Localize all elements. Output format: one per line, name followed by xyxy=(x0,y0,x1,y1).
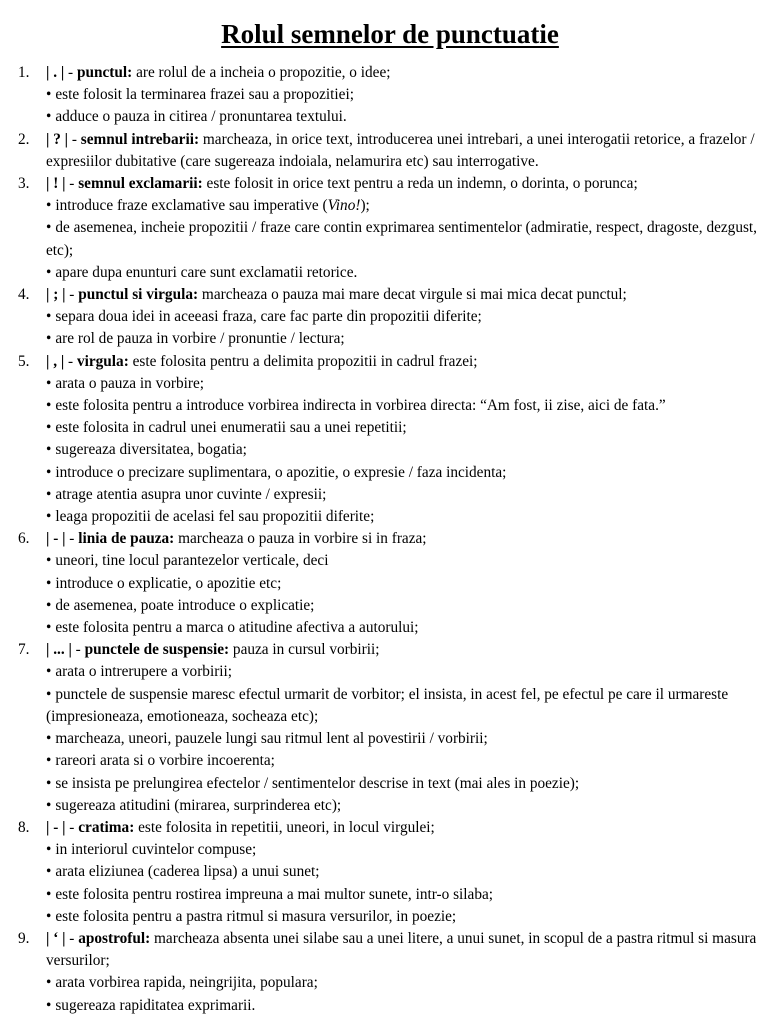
bullet-text: uneori, tine locul parantezelor verticale, deci xyxy=(55,552,329,570)
bullet-text: atrage atentia asupra unor cuvinte / expresii; xyxy=(55,485,327,503)
bullet-point xyxy=(18,773,762,795)
punctuation-symbol: | - | xyxy=(46,530,66,548)
bullet-point xyxy=(18,395,762,417)
bullet-text: este folosita pentru a marca o atitudine afectiva a autorului; xyxy=(55,619,419,637)
bullet-point xyxy=(18,373,762,395)
punctuation-symbol: | ! | xyxy=(46,175,66,193)
bullet-text: adduce o pauza in citirea / pronuntarea textului. xyxy=(55,108,347,126)
bullet-point xyxy=(18,728,762,750)
bullet-point xyxy=(18,884,762,906)
bullet-icon: • xyxy=(46,441,52,459)
bullet-text: marcheaza, uneori, pauzele lungi sau ritmul lent al povestirii / vorbirii; xyxy=(55,730,488,748)
list-item xyxy=(18,928,762,1017)
item-description: marcheaza o pauza in vorbire si in fraza; xyxy=(178,530,427,548)
bullet-icon: • xyxy=(46,730,52,748)
bullet-point xyxy=(18,262,762,284)
bullet-point xyxy=(18,328,762,350)
item-number: 9. xyxy=(18,929,30,947)
item-heading: 9. | ‘ | - apostroful: marcheaza absenta unei silabe sau a unei litere, a unui sunet, in scopul de a pastra ritmul si masura versurilor; xyxy=(18,929,757,970)
item-number: 5. xyxy=(18,352,30,370)
bullet-point xyxy=(18,750,762,772)
bullet-point xyxy=(18,839,762,861)
item-description: marcheaza o pauza mai mare decat virgule si mai mica decat punctul; xyxy=(201,286,627,304)
bullet-text: are rol de pauza in vorbire / pronuntie / lectura; xyxy=(55,330,345,348)
item-description: marcheaza, in orice text, introducerea unei intrebari, a unei interogatii retorice, a frazelor / expresiilor dubitative (care sugereaza indoiala, nelamurira etc) sau interrogative. xyxy=(46,130,755,170)
item-heading: 1. | . | - punctul: are rolul de a incheia o propozitie, o idee; xyxy=(18,62,762,84)
bullet-point xyxy=(18,906,762,928)
list-item xyxy=(18,639,762,817)
item-description: este folosita pentru a delimita propozitii in cadrul frazei; xyxy=(132,352,478,370)
punctuation-name: cratima: xyxy=(78,818,135,836)
punctuation-symbol: | , | xyxy=(46,352,65,370)
list-item xyxy=(18,284,762,351)
bullet-text: arata o pauza in vorbire; xyxy=(55,374,205,392)
bullet-icon: • xyxy=(46,108,52,126)
bullet-text: introduce o precizare suplimentara, o apozitie, o expresie / faza incidenta; xyxy=(55,463,507,481)
bullet-icon: • xyxy=(46,907,52,925)
bullet-point xyxy=(18,861,762,883)
bullet-text: apare dupa enunturi care sunt exclamatii retorice. xyxy=(55,263,358,281)
bullet-icon: • xyxy=(46,330,52,348)
bullet-icon: • xyxy=(46,508,52,526)
list-item xyxy=(18,173,762,284)
item-number: 1. xyxy=(18,64,30,81)
bullet-text: arata vorbirea rapida, neingrijita, populara; xyxy=(55,974,318,992)
bullet-point xyxy=(18,972,762,994)
bullet-text: de asemenea, poate introduce o explicatie; xyxy=(55,596,315,614)
item-heading: 7. | ... | - punctele de suspensie: pauza in cursul vorbirii; xyxy=(18,639,762,661)
item-heading: 3. | ! | - semnul exclamarii: este folosit in orice text pentru a reda un indemn, o dorinta, o porunca; xyxy=(18,173,762,195)
punctuation-name: punctul si virgula: xyxy=(78,286,199,304)
page-title: Rolul semnelor de punctuatie xyxy=(221,19,559,49)
bullet-text: sugereaza rapiditatea exprimarii. xyxy=(55,996,256,1014)
bullet-text: rareori arata si o vorbire incoerenta; xyxy=(55,752,275,770)
bullet-icon: • xyxy=(46,419,52,437)
bullet-icon: • xyxy=(46,263,52,281)
bullet-text: sugereaza atitudini (mirarea, surprinderea etc); xyxy=(55,796,342,814)
bullet-point xyxy=(18,684,762,728)
bullet-text: se insista pe prelungirea efectelor / sentimentelor descrise in text (mai ales in poezie); xyxy=(55,774,580,792)
bullet-text: sugereaza diversitatea, bogatia; xyxy=(55,441,247,459)
item-number: 8. xyxy=(18,818,30,836)
punctuation-symbol: | ? | xyxy=(46,130,69,148)
punctuation-symbol: | ; | xyxy=(46,286,66,304)
item-description: pauza in cursul vorbirii; xyxy=(232,641,380,659)
punctuation-list xyxy=(18,62,762,1017)
item-number: 4. xyxy=(18,286,30,304)
punctuation-name: punctul: xyxy=(76,64,133,81)
bullet-text: introduce fraze exclamative sau imperative (Vino!); xyxy=(55,197,370,215)
item-heading: 2. | ? | - semnul intrebarii: marcheaza, in orice text, introducerea unei intrebari, a unei interogatii retorice, a frazelor / expresiilor dubitative (care sugereaza indoiala, nelamurira etc) sau interrogative. xyxy=(18,130,755,170)
bullet-icon: • xyxy=(46,397,52,415)
bullet-text: este folosita pentru rostirea impreuna a mai multor sunete, intr-o silaba; xyxy=(55,885,494,903)
punctuation-name: apostroful: xyxy=(78,929,151,947)
bullet-icon: • xyxy=(46,841,52,859)
item-number: 7. xyxy=(18,641,30,659)
bullet-point xyxy=(18,995,762,1017)
bullet-point xyxy=(18,506,762,528)
bullet-text: in interiorul cuvintelor compuse; xyxy=(55,841,257,859)
bullet-text: separa doua idei in aceeasi fraza, care fac parte din propozitii diferite; xyxy=(55,308,482,326)
bullet-point xyxy=(18,439,762,461)
bullet-text: este folosita pentru a introduce vorbirea indirecta in vorbirea directa: “Am fost, ii zise, aici de fata.” xyxy=(55,397,666,415)
bullet-icon: • xyxy=(46,552,52,570)
bullet-icon: • xyxy=(46,197,52,215)
item-number: 3. xyxy=(18,175,30,193)
bullet-icon: • xyxy=(46,796,52,814)
bullet-point xyxy=(18,462,762,484)
item-number: 2. xyxy=(18,130,30,148)
item-description: are rolul de a incheia o propozitie, o idee; xyxy=(136,64,391,81)
bullet-text: este folosit la terminarea frazei sau a propozitiei; xyxy=(55,86,354,104)
punctuation-symbol: | ‘ | xyxy=(46,929,66,947)
punctuation-name: semnul intrebarii: xyxy=(80,130,200,148)
list-item xyxy=(18,528,762,639)
bullet-icon: • xyxy=(46,752,52,770)
list-item xyxy=(18,817,762,928)
bullet-icon: • xyxy=(46,619,52,637)
bullet-text: arata o intrerupere a vorbirii; xyxy=(55,663,233,681)
bullet-icon: • xyxy=(46,86,52,104)
list-item xyxy=(18,62,762,129)
bullet-point xyxy=(18,661,762,683)
item-heading: 4. | ; | - punctul si virgula: marcheaza o pauza mai mare decat virgule si mai mica decat punctul; xyxy=(18,284,762,306)
bullet-icon: • xyxy=(46,374,52,392)
bullet-icon: • xyxy=(46,663,52,681)
punctuation-name: punctele de suspensie: xyxy=(84,641,230,659)
bullet-icon: • xyxy=(46,685,52,703)
punctuation-symbol: | - | xyxy=(46,818,66,836)
bullet-icon: • xyxy=(46,574,52,592)
item-heading: 8. | - | - cratima: este folosita in repetitii, uneori, in locul virgulei; xyxy=(18,817,762,839)
bullet-point xyxy=(18,84,762,106)
bullet-icon: • xyxy=(46,885,52,903)
bullet-point xyxy=(18,217,762,261)
punctuation-symbol: | . | xyxy=(46,64,65,81)
bullet-point xyxy=(18,306,762,328)
item-heading: 6. | - | - linia de pauza: marcheaza o pauza in vorbire si in fraza; xyxy=(18,528,762,550)
bullet-icon: • xyxy=(46,974,52,992)
bullet-text: punctele de suspensie maresc efectul urmarit de vorbitor; el insista, in acest fel, pe efectul pe care il urmareste (impresioneaza, emotioneaza, socheaza etc); xyxy=(46,685,729,725)
item-description: este folosita in repetitii, uneori, in locul virgulei; xyxy=(138,818,435,836)
bullet-point xyxy=(18,550,762,572)
bullet-icon: • xyxy=(46,485,52,503)
punctuation-name: linia de pauza: xyxy=(78,530,175,548)
item-heading: 5. | , | - virgula: este folosita pentru a delimita propozitii in cadrul frazei; xyxy=(18,351,762,373)
bullet-text: este folosita in cadrul unei enumeratii sau a unei repetitii; xyxy=(55,419,407,437)
bullet-icon: • xyxy=(46,596,52,614)
bullet-point xyxy=(18,106,762,128)
bullet-text: arata eliziunea (caderea lipsa) a unui sunet; xyxy=(55,863,320,881)
bullet-icon: • xyxy=(46,308,52,326)
bullet-point xyxy=(18,484,762,506)
bullet-icon: • xyxy=(46,463,52,481)
bullet-point xyxy=(18,795,762,817)
bullet-point xyxy=(18,595,762,617)
bullet-point xyxy=(18,573,762,595)
punctuation-name: semnul exclamarii: xyxy=(78,175,203,193)
bullet-point xyxy=(18,617,762,639)
bullet-text: este folosita pentru a pastra ritmul si masura versurilor, in poezie; xyxy=(55,907,457,925)
bullet-icon: • xyxy=(46,219,52,237)
item-description: marcheaza absenta unei silabe sau a unei litere, a unui sunet, in scopul de a pastra ritmul si masura versurilor; xyxy=(46,929,757,970)
bullet-point xyxy=(18,417,762,439)
punctuation-name: virgula: xyxy=(76,352,129,370)
list-item xyxy=(18,129,762,173)
bullet-text: de asemenea, incheie propozitii / fraze care contin exprimarea sentimentelor (admiratie, respect, dragoste, dezgust, etc); xyxy=(46,219,757,259)
example-word: Vino! xyxy=(327,197,361,215)
bullet-point xyxy=(18,195,762,217)
bullet-icon: • xyxy=(46,863,52,881)
item-description: este folosit in orice text pentru a reda un indemn, o dorinta, o porunca; xyxy=(206,175,638,193)
bullet-text: introduce o explicatie, o apozitie etc; xyxy=(55,574,282,592)
bullet-icon: • xyxy=(46,996,52,1014)
bullet-text: leaga propozitii de acelasi fel sau propozitii diferite; xyxy=(55,508,375,526)
bullet-icon: • xyxy=(46,774,52,792)
list-item xyxy=(18,351,762,529)
item-number: 6. xyxy=(18,530,30,548)
punctuation-symbol: | ... | xyxy=(46,641,72,659)
